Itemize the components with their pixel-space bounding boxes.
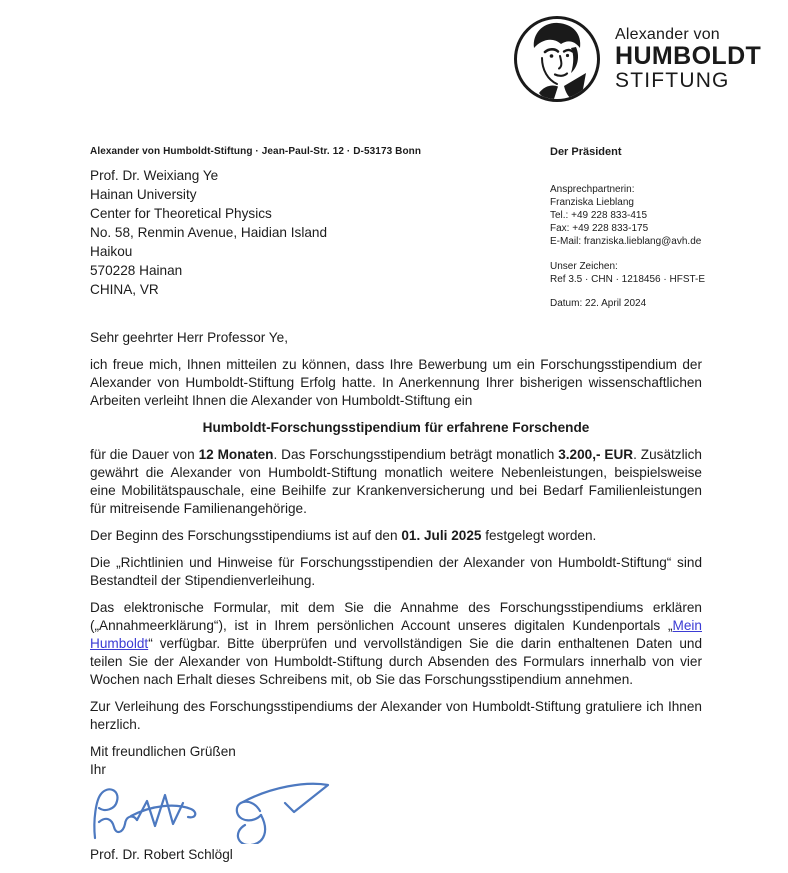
closing-greeting: Mit freundlichen Grüßen xyxy=(90,744,236,759)
recipient-address-block xyxy=(90,166,327,299)
recipient-street: No. 58, Renmin Avenue, Haidian Island xyxy=(90,225,328,240)
contact-person-name: Franziska Lieblang xyxy=(550,197,634,208)
humboldt-portrait-icon xyxy=(512,14,602,104)
p5-run-1: Das elektronische Formular, mit dem Sie die Annahme des Forschungsstipendiums erklären („Annahmeerklärung“), ist in Ihrem persönlichen Account unseres digitalen Kundenportals „ xyxy=(90,600,702,633)
p2-run-3: . Zusätzlich gewährt die Alexander von Humboldt-Stiftung monatlich weitere Nebenleistungen, beispielsweise eine Mobilitätspauschale, eine Beihilfe zur Krankenversicherung und bei Bedarf Familienleistungen für mitreisende Familienangehörige. xyxy=(90,447,702,516)
closing-block xyxy=(90,743,702,779)
p2-bold-amount: 3.200,- EUR xyxy=(558,447,634,462)
contact-block xyxy=(550,183,760,248)
closing-ihr: Ihr xyxy=(90,762,106,777)
recipient-department: Center for Theoretical Physics xyxy=(90,206,272,221)
letter-date: Datum: 22. April 2024 xyxy=(550,298,647,309)
recipient-city: Haikou xyxy=(90,244,133,259)
letter-body xyxy=(90,329,702,873)
contact-fax: Fax: +49 228 833-175 xyxy=(550,223,649,234)
recipient-name: Prof. Dr. Weixiang Ye xyxy=(90,168,219,183)
signature-robert-schloegl-icon xyxy=(88,782,338,844)
sender-return-address: Alexander von Humboldt-Stiftung · Jean-Paul-Str. 12 · D-53173 Bonn xyxy=(90,146,422,157)
contact-phone: Tel.: +49 228 833-415 xyxy=(550,210,648,221)
reference-label: Unser Zeichen: xyxy=(550,261,618,272)
logo-line-alexander-von: Alexander von xyxy=(615,25,720,43)
p2-bold-duration: 12 Monaten xyxy=(198,447,274,462)
signer-name: Prof. Dr. Robert Schlögl xyxy=(90,847,233,862)
salutation: Sehr geehrter Herr Professor Ye, xyxy=(90,330,288,345)
body-paragraph-1: ich freue mich, Ihnen mitteilen zu können, dass Ihre Bewerbung um ein Forschungsstipendium der Alexander von Humboldt-Stiftung Erfolg hatte. In Anerkennung Ihrer bisherigen wissenschaftlichen Arbeiten verleiht Ihnen die Alexander von Humboldt-Stiftung ein xyxy=(90,357,702,408)
recipient-postcode: 570228 Hainan xyxy=(90,263,183,278)
logo-line-stiftung: STIFTUNG xyxy=(615,68,730,92)
p3-run-2: festgelegt worden. xyxy=(481,528,597,543)
award-title-heading: Humboldt-Forschungsstipendium für erfahrene Forschende xyxy=(202,420,590,435)
p5-run-2: “ verfügbar. Bitte überprüfen und vervollständigen Sie die darin enthaltenen Daten und teilen Sie der Alexander von Humboldt-Stiftung durch Absenden des Formulars innerhalb von vier Wochen nach Erhalt dieses Schreibens mit, ob Sie das Forschungsstipendium annehmen. xyxy=(90,636,702,687)
body-paragraph-5 xyxy=(90,599,702,689)
letter-info-column xyxy=(550,146,760,310)
p2-run-1: für die Dauer von xyxy=(90,447,199,462)
reference-value: Ref 3.5 · CHN · 1218456 · HFST-E xyxy=(550,274,706,285)
logo-line-humboldt: HUMBOLDT xyxy=(615,41,762,70)
president-title: Der Präsident xyxy=(550,146,622,158)
contact-email: E-Mail: franziska.lieblang@avh.de xyxy=(550,236,702,247)
body-paragraph-4: Die „Richtlinien und Hinweise für Forschungsstipendien der Alexander von Humboldt-Stiftung“ sind Bestandteil der Stipendienverleihung. xyxy=(90,555,702,588)
body-paragraph-2 xyxy=(90,446,702,518)
mein-humboldt-link[interactable]: Mein Humboldt xyxy=(90,618,702,651)
body-paragraph-3 xyxy=(90,527,702,545)
recipient-country: CHINA, VR xyxy=(90,282,159,297)
p3-bold-start-date: 01. Juli 2025 xyxy=(401,528,482,543)
p3-run-1: Der Beginn des Forschungsstipendiums ist auf den xyxy=(90,528,402,543)
p2-run-2: . Das Forschungsstipendium beträgt monatlich xyxy=(273,447,559,462)
recipient-institution: Hainan University xyxy=(90,187,197,202)
contact-role-label: Ansprechpartnerin: xyxy=(550,184,635,195)
humboldt-foundation-logo xyxy=(512,14,761,104)
body-paragraph-6: Zur Verleihung des Forschungsstipendiums der Alexander von Humboldt-Stiftung gratuliere ich Ihnen herzlich. xyxy=(90,699,702,732)
reference-block xyxy=(550,260,760,286)
